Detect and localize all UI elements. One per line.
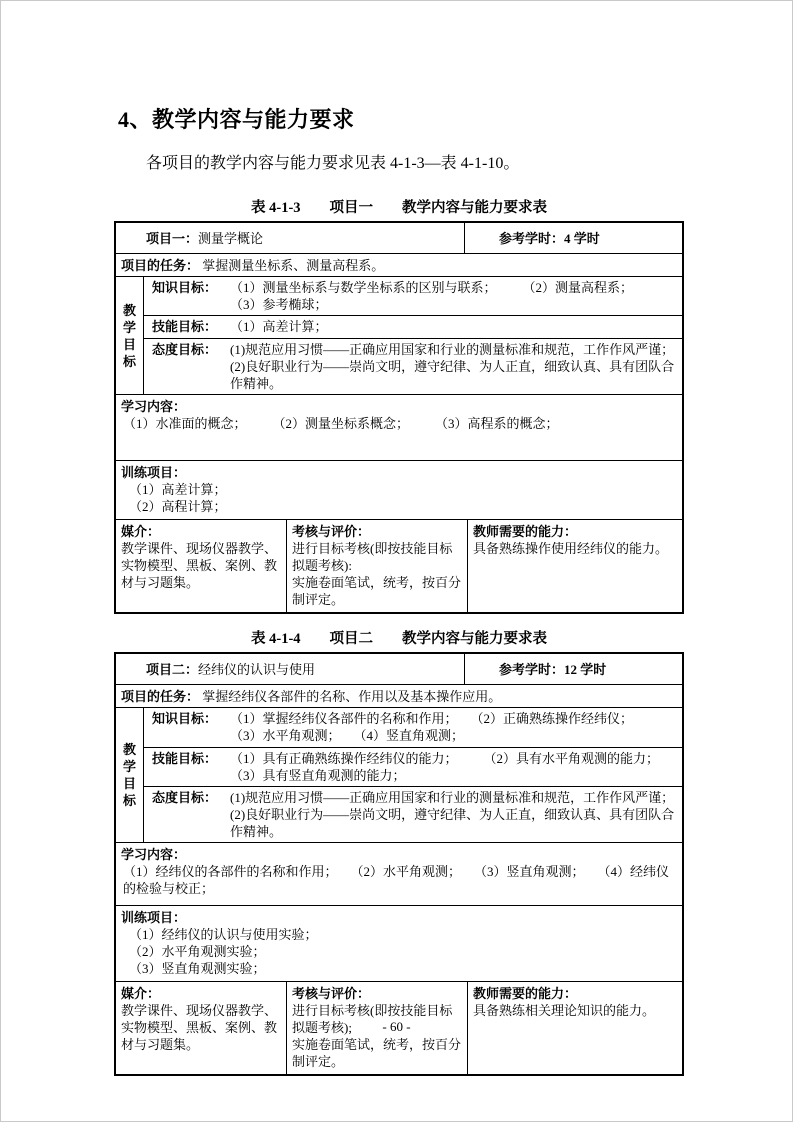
media-label: 媒介： — [121, 524, 161, 539]
training-item-line: （2）水平角观测实验； — [129, 944, 266, 959]
assessment-line: 进行目标考核(即按技能目标拟题考核): — [292, 541, 453, 573]
page-number: - 60 - — [382, 1019, 411, 1034]
training-items-cell — [116, 460, 682, 519]
learning-content-cell — [116, 842, 682, 905]
training-items-cell — [116, 905, 682, 981]
knowledge-goal-label: 知识目标： — [152, 280, 218, 295]
assessment-label: 考核与评价： — [292, 986, 371, 1001]
attitude-goal-line: (2)良好职业行为——崇尚文明，遵守纪律、为人正直，细致认真、具有团队合作精神。 — [230, 807, 675, 839]
attitude-goal-line: (1)规范应用习惯——正确应用国家和行业的测量标准和规范，工作作风严谨； — [230, 342, 675, 357]
teacher-ability-text: 具备熟练相关理论知识的能力。 — [473, 1003, 656, 1018]
table-caption-4-1-4: 表 4-1-4 项目二 教学内容与能力要求表 — [250, 631, 548, 647]
page-title: 4、教学内容与能力要求 — [118, 107, 355, 132]
learning-content-line: （1）经纬仪的各部件的名称和作用； （2）水平角观测； （3）竖直角观测； （4）经纬仪的检验与校正； — [123, 864, 670, 896]
requirements-table-4-1-4 — [114, 652, 684, 1076]
knowledge-goal-row — [144, 277, 682, 315]
knowledge-goal-label: 知识目标： — [152, 711, 218, 726]
project-label: 项目二： — [146, 661, 199, 677]
page-content — [1, 1, 792, 1076]
table-row — [116, 654, 682, 684]
knowledge-goal-line: （3）水平角观测； （4）竖直角观测； — [230, 728, 465, 743]
task-value: 掌握测量坐标系、测量高程系。 — [202, 258, 385, 273]
teaching-goals-block — [116, 707, 682, 842]
table-bottom-row — [116, 519, 682, 612]
media-text: 教学课件、现场仪器教学、实物模型、黑板、案例、教材与习题集。 — [121, 541, 278, 590]
skill-goal-line: （3）具有竖直角观测的能力； — [230, 768, 406, 783]
attitude-goal-label: 态度目标： — [152, 342, 218, 357]
teacher-ability-label: 教师需要的能力： — [473, 986, 578, 1001]
media-text: 教学课件、现场仪器教学、实物模型、黑板、案例、教材与习题集。 — [121, 1003, 278, 1052]
project-label: 项目一： — [146, 230, 199, 246]
assessment-line: 进行目标考核(即按技能目标拟题考核); — [292, 1003, 453, 1035]
table-row — [116, 223, 682, 253]
skill-goal-line: （1）具有正确熟练操作经纬仪的能力； （2）具有水平角观测的能力； — [230, 751, 660, 766]
media-cell — [116, 520, 286, 612]
learning-content-label: 学习内容： — [121, 399, 187, 414]
requirements-table-4-1-3 — [114, 221, 684, 614]
teaching-goals-rowheader: 教学目标 — [116, 708, 144, 842]
hours-value: 4 学时 — [564, 230, 600, 246]
training-item-line: （1）经纬仪的认识与使用实验； — [129, 927, 318, 942]
teaching-goals-block — [116, 276, 682, 394]
hours-cell — [464, 654, 682, 684]
assessment-cell — [286, 520, 468, 612]
learning-content-label: 学习内容： — [121, 847, 187, 862]
skill-goal-line: （1）高差计算； — [230, 319, 328, 334]
table-caption-4-1-3: 表 4-1-3 项目一 教学内容与能力要求表 — [250, 200, 548, 216]
learning-content-cell — [116, 394, 682, 460]
attitude-goal-line: (1)规范应用习惯——正确应用国家和行业的测量标准和规范，工作作风严谨； — [230, 790, 675, 805]
attitude-goal-row — [144, 786, 682, 842]
project-value: 测量学概论 — [198, 230, 264, 246]
project-value: 经纬仪的认识与使用 — [198, 661, 316, 677]
skill-goal-label: 技能目标： — [152, 319, 218, 334]
teacher-ability-label: 教师需要的能力： — [473, 524, 578, 539]
training-item-line: （1）高差计算； — [129, 482, 227, 497]
training-item-line: （3）竖直角观测实验； — [129, 961, 266, 976]
teacher-ability-cell — [468, 520, 682, 612]
intro-paragraph: 各项目的教学内容与能力要求见表 4-1-3—表 4-1-10。 — [146, 155, 520, 172]
project-cell — [116, 654, 464, 684]
hours-label: 参考学时： — [499, 661, 565, 677]
skill-goal-label: 技能目标： — [152, 751, 218, 766]
attitude-goal-line: (2)良好职业行为——崇尚文明，遵守纪律、为人正直，细致认真、具有团队合作精神。 — [230, 359, 675, 391]
knowledge-goal-line: （3）参考椭球； — [230, 297, 328, 312]
training-item-line: （2）高程计算； — [129, 499, 227, 514]
assessment-label: 考核与评价： — [292, 524, 371, 539]
assessment-line: 实施卷面笔试，统考，按百分制评定。 — [292, 575, 462, 607]
hours-label: 参考学时： — [499, 230, 565, 246]
skill-goal-row — [144, 315, 682, 338]
knowledge-goal-row — [144, 708, 682, 747]
hours-value: 12 学时 — [564, 661, 607, 677]
task-cell — [116, 253, 682, 276]
attitude-goal-label: 态度目标： — [152, 790, 218, 805]
training-items-label: 训练项目： — [121, 465, 187, 480]
teacher-ability-text: 具备熟练操作使用经纬仪的能力。 — [473, 541, 669, 556]
skill-goal-row — [144, 747, 682, 786]
teaching-goals-rowheader: 教学目标 — [116, 277, 144, 394]
assessment-line: 实施卷面笔试，统考，按百分制评定。 — [292, 1037, 462, 1069]
knowledge-goal-line: （1）测量坐标系与数学坐标系的区别与联系； （2）测量高程系； — [230, 280, 634, 295]
attitude-goal-row — [144, 338, 682, 394]
task-cell — [116, 684, 682, 707]
knowledge-goal-line: （1）掌握经纬仪各部件的名称和作用； （2）正确熟练操作经纬仪； — [230, 711, 634, 726]
task-label: 项目的任务： — [121, 689, 200, 704]
project-cell — [116, 223, 464, 253]
media-label: 媒介： — [121, 986, 161, 1001]
task-label: 项目的任务： — [121, 258, 200, 273]
hours-cell — [464, 223, 682, 253]
task-value: 掌握经纬仪各部件的名称、作用以及基本操作应用。 — [202, 689, 502, 704]
training-items-label: 训练项目： — [121, 910, 187, 925]
learning-content-line: （1）水准面的概念； （2）测量坐标系概念； （3）高程系的概念； — [123, 416, 559, 431]
